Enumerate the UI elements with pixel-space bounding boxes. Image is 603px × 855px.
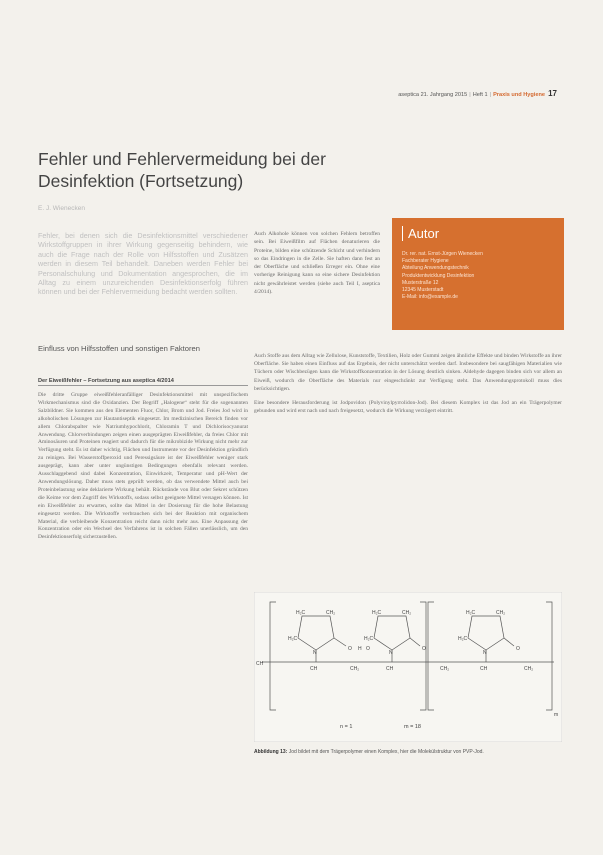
author-box-line: Dr. rer. nat. Ernst-Jürgen Wienecken — [402, 251, 483, 257]
body-column-right-top: Auch Alkohole können von solchen Fehlern betroffen sein. Bei Eiweißfilm auf Flächen denaturieren die Proteine, bilden eine schützende Schicht und verhindern so das Eindringen in die Zelle. Sie haften dann fest an der Oberfläche und schließen Erreger ein. Ohne eine vorherige Reinigung kann so eine sichere Desinfektion nicht gewährleistet werden (siehe auch Teil I, aseptica 4/2014). — [254, 231, 380, 296]
author-box — [392, 218, 564, 330]
bracket-subscript: m — [554, 712, 559, 718]
svg-text:N: N — [483, 650, 487, 656]
svg-text:CH₂: CH₂ — [496, 610, 506, 616]
author-box-line: Fachberater Hygiene — [402, 258, 449, 265]
svg-text:CH₂: CH₂ — [402, 610, 412, 616]
svg-text:CH₂: CH₂ — [350, 666, 360, 672]
figure-index-left: n = 1 — [340, 724, 353, 730]
body-column-left — [38, 392, 248, 542]
svg-text:CH: CH — [480, 666, 488, 672]
svg-text:O: O — [366, 646, 370, 652]
body-paragraph: Eine besondere Herausforderung ist Jodpovidon (Polyvinylpyrrolidon-Jod). Bei diesem Komplex ist das Jod an ein Trägerpolymer gebunden und wird erst nach und nach freigesetzt, wodurch die Wirkung verzögert eintritt. — [254, 400, 562, 415]
svg-text:O: O — [422, 646, 426, 652]
section-heading: Einfluss von Hilfsstoffen und sonstigen Faktoren — [38, 344, 200, 353]
svg-text:H₂C: H₂C — [288, 636, 298, 642]
figure-index-right: m = 18 — [404, 724, 421, 730]
article-title: Fehler und Fehlervermeidung bei der Desinfektion (Fortsetzung) — [38, 149, 326, 191]
svg-text:H₂C: H₂C — [458, 636, 468, 642]
svg-text:H₂C: H₂C — [364, 636, 374, 642]
svg-text:CH: CH — [386, 666, 394, 672]
svg-text:N: N — [313, 650, 317, 656]
svg-text:CH: CH — [256, 661, 264, 667]
body-paragraph: Auch Stoffe aus dem Alltag wie Zellulose, Kunststoffe, Textilien, Holz oder Gummi zeigen ähnliche Effekte und binden Wirkstoffe an ihrer Oberfläche. Sie haben einen Einfluss auf das Ergebnis, der nicht unterschätzt werden darf. Insbesondere bei saugfähigen Materialien wie Tüchern oder Wischbezügen kann die Wirkstoffkonzentration in der Lösung deutlich sinken. Aldehyde dagegen binden sich vor allem an Eiweiß, wodurch die Oberfläche des Materials nur eingeschränkt zur Verfügung steht. Das Anwendungsprotokoll muss dies berücksichtigen. — [254, 353, 562, 392]
pvp-iodine-structure-figure — [254, 592, 562, 742]
svg-text:H₂C: H₂C — [372, 610, 382, 616]
author-box-line: E-Mail: info@example.de — [402, 294, 458, 301]
svg-text:O: O — [348, 646, 352, 652]
author-box-line: Musterstraße 12 — [402, 279, 439, 286]
svg-text:N: N — [389, 650, 393, 656]
figure-caption-label: Abbildung 13: — [254, 749, 288, 755]
running-header: aseptica 21. Jahrgang 2015 | Heft 1 | Praxis und Hygiene — [398, 92, 545, 98]
body-column-right — [254, 352, 562, 421]
svg-text:CH₂: CH₂ — [524, 666, 534, 672]
author-box-line: 12345 Musterstadt — [402, 287, 444, 294]
svg-text:CH: CH — [310, 666, 318, 672]
svg-text:CH₂: CH₂ — [440, 666, 450, 672]
journal-name: aseptica 21. Jahrgang 2015 — [398, 92, 468, 98]
article-lead: Fehler, bei denen sich die Desinfektionsmittel verschiedener Wirkstoffgruppen in ihrer Wirkung gegenseitig behindern, wie auch die Frage nach der Rolle von Hilfsstoffen und Zusätzen werden in diesem Teil behandelt. Daneben werden Fehler bei Personalschulung und Dokumentation angesprochen, die im Alltag zu einem unzureichenden Desinfektionserfolg führen können und bei der Fehlervermeidung bedacht werden sollten. — [38, 231, 248, 297]
page-number: 17 — [548, 89, 557, 98]
svg-text:H: H — [358, 646, 362, 652]
author-box-line: Abteilung Anwendungstechnik — [402, 265, 469, 272]
issue-label: Heft 1 — [472, 92, 488, 98]
body-paragraph: Die dritte Gruppe eiweißfehleranfälliger Desinfektionsmittel mit unspezifischem Wirkmechanismus sind die Oxidanzien. Der Begriff „Halogene“ steht für die sogenannten Salzbildner. Sie kommen aus den Elementen Fluor, Chlor, Brom und Jod. Freies Jod wird in alkoholischen Lösungen zur Hautantiseptik eingesetzt. Im medizinischen Bereich finden vor allem Chlorabspalter wie Natriumhypochlorit, Chloramin T und Dichlorisocyanurat Anwendung. Chlorverbindungen zeigen einen ausgeprägten Eiweißfehler, da freies Chlor mit Aminosäuren und Proteinen reagiert und dadurch für die mikrobizide Wirkung nicht mehr zur Verfügung steht. Es ist daher wichtig, Flächen und Instrumente vor der Desinfektion gründlich zu reinigen. Bei Wasserstoffperoxid und Peressigsäure ist der Eiweißfehler weniger stark ausgeprägt, kann aber unter ungünstigen Bedingungen ebenfalls relevant werden. Ausschlaggebend sind dabei Konzentration, Einwirkzeit, Temperatur und pH-Wert der Anwendungslösung. Daher muss stets geprüft werden, ob das verwendete Mittel auch bei Proteinbelastung seine deklarierte Wirkung behält. Rückstände von Blut oder Sekret schützen die Keime vor dem Zugriff des Wirkstoffs, sodass selbst geeignete Mittel versagen können. Ist ein Eiweißfehler zu erwarten, sollte das Mittel in der Dosierung für die hohe Belastung eingesetzt werden. Die Wirkstoffe verbrauchen sich bei der Reaktion mit organischem Material, die verbleibende Konzentration reicht dann nicht mehr aus. Eine Anpassung der Konzentration oder ein Wechsel des Verfahrens ist in solchen Fällen unerlässlich, um den Desinfektionserfolg sicherzustellen. — [38, 392, 248, 541]
author-box-line: Produktentwicklung Desinfektion — [402, 272, 475, 279]
svg-text:H₂C: H₂C — [296, 610, 306, 616]
figure-caption — [254, 749, 562, 756]
article-author: E. J. Wienecken — [38, 205, 85, 212]
svg-text:O: O — [516, 646, 520, 652]
svg-text:CH₂: CH₂ — [326, 610, 336, 616]
section-label: Praxis und Hygiene — [493, 92, 545, 98]
sub-heading: Der Eiweißfehler – Fortsetzung aus aseptica 4/2014 — [38, 378, 248, 386]
author-box-heading: Autor — [402, 226, 554, 241]
figure-caption-text: Jod bildet mit dem Trägerpolymer einen Komplex, hier die Molekülstruktur von PVP-Jod. — [288, 749, 484, 755]
svg-text:H₂C: H₂C — [466, 610, 476, 616]
